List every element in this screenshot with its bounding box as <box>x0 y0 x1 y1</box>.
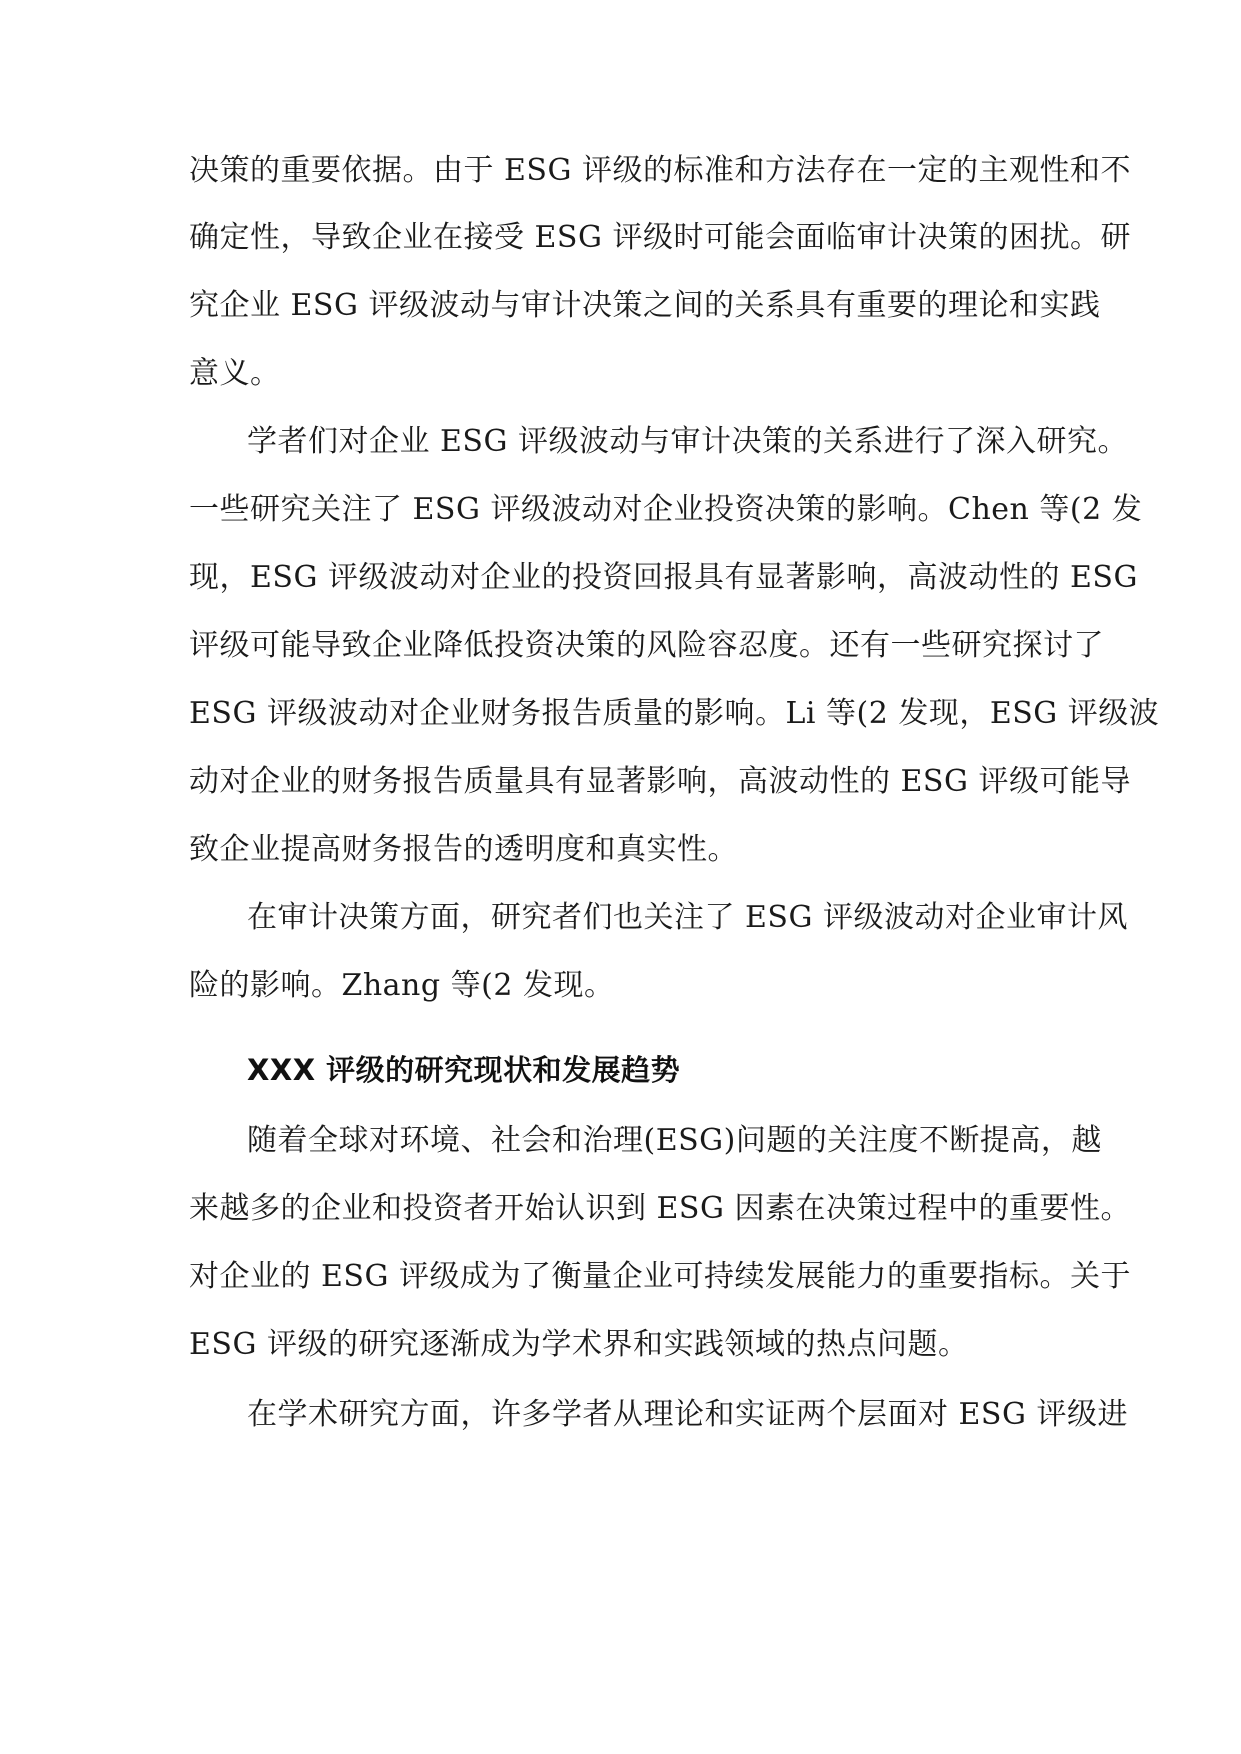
paragraph-4-line-4: ESG 评级的研究逐渐成为学术界和实践领域的热点问题。 <box>189 1327 969 1362</box>
paragraph-1-line-1: 决策的重要依据。由于 ESG 评级的标准和方法存在一定的主观性和不 <box>189 153 1131 188</box>
paragraph-4-line-2: 来越多的企业和投资者开始认识到 ESG 因素在决策过程中的重要性。 <box>189 1191 1131 1226</box>
paragraph-1-line-2: 确定性，导致企业在接受 ESG 评级时可能会面临审计决策的困扰。研 <box>189 220 1131 255</box>
paragraph-4-line-1: 随着全球对环境、社会和治理(ESG)问题的关注度不断提高，越 <box>247 1123 1102 1158</box>
paragraph-2-line-2: 一些研究关注了 ESG 评级波动对企业投资决策的影响。Chen 等(2 发 <box>189 492 1143 527</box>
paragraph-2-line-4: 评级可能导致企业降低投资决策的风险容忍度。还有一些研究探讨了 <box>189 628 1104 663</box>
paragraph-2-line-7: 致企业提高财务报告的透明度和真实性。 <box>189 832 738 867</box>
paragraph-5-line-1: 在学术研究方面，许多学者从理论和实证两个层面对 ESG 评级进 <box>247 1397 1128 1432</box>
paragraph-2-line-1: 学者们对企业 ESG 评级波动与审计决策的关系进行了深入研究。 <box>247 424 1128 459</box>
paragraph-1-line-3: 究企业 ESG 评级波动与审计决策之间的关系具有重要的理论和实践 <box>189 288 1101 323</box>
paragraph-3-line-2: 险的影响。Zhang 等(2 发现。 <box>189 968 615 1003</box>
paragraph-1-line-4: 意义。 <box>189 356 281 391</box>
paragraph-2-line-3: 现，ESG 评级波动对企业的投资回报具有显著影响，高波动性的 ESG <box>189 560 1138 595</box>
paragraph-3-line-1: 在审计决策方面，研究者们也关注了 ESG 评级波动对企业审计风 <box>247 900 1128 935</box>
paragraph-2-line-6: 动对企业的财务报告质量具有显著影响，高波动性的 ESG 评级可能导 <box>189 764 1131 799</box>
paragraph-4-line-3: 对企业的 ESG 评级成为了衡量企业可持续发展能力的重要指标。关于 <box>189 1259 1131 1294</box>
section-heading: XXX 评级的研究现状和发展趋势 <box>247 1053 681 1087</box>
paragraph-2-line-5: ESG 评级波动对企业财务报告质量的影响。Li 等(2 发现，ESG 评级波 <box>189 696 1160 731</box>
